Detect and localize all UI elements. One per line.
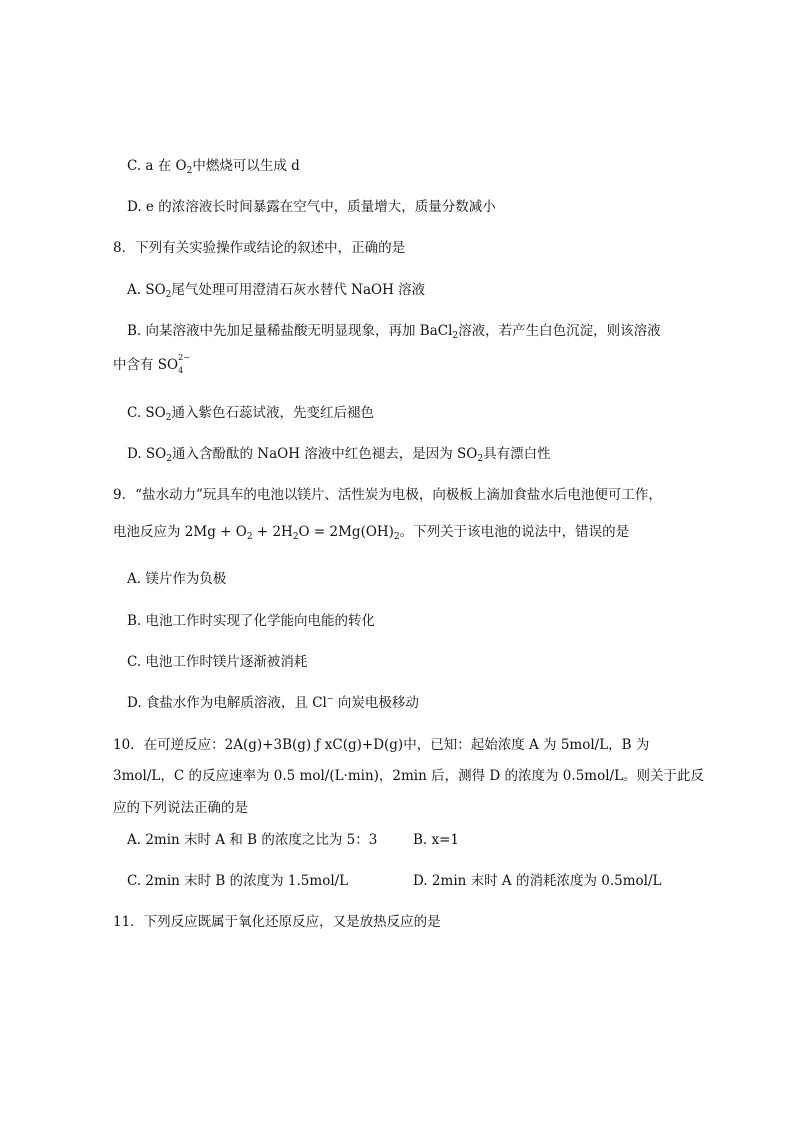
q8-option-c: C. $SO_2$通入紫色石蕊试液，先变红后褪色 [127,405,374,423]
q10-option-b: B. x=1 [413,832,460,848]
q7-option-d: D. e 的浓溶液长时间暴露在空气中，质量增大，质量分数减小 [127,199,496,215]
q9-option-b: B. 电池工作时实现了化学能向电能的转化 [127,613,376,629]
q11-stem: 11．下列反应既属于氧化还原反应，又是放热反应的是 [113,914,441,930]
q7-option-c: C. a 在 $O_2$中燃烧可以生成 d [127,158,300,176]
q10-option-d: D. 2min 末时 A 的消耗浓度为 0.5mol/L [413,873,662,889]
q10-stem-line1: 10．在可逆反应：2A(g)+3B(g) ƒ xC(g)+D(g)中，已知：起始浓度 A 为 5mol/L，B 为 [113,737,650,753]
q8-option-b: B. 向某溶液中先加足量稀盐酸无明显现象，再加 BaCl$_2$溶液，若产生白色沉淀，则该溶液 [127,323,661,341]
q9-stem-line2: 电池反应为 $2Mg + O_2 + 2H_2O = 2Mg(OH)_2$。下列关于该电池的说法中，错误的是 [113,524,630,542]
q9-stem-line1: 9．“盐水动力”玩具车的电池以镁片、活性炭为电极，向极板上滴加食盐水后电池便可工作， [113,487,662,503]
q9-option-c: C. 电池工作时镁片逐渐被消耗 [127,654,308,670]
q10-stem-line2: 3mol/L，C 的反应速率为 0.5 mol/(L·min)，2min 后，测得 D 的浓度为 0.5mol/L。则关于此反 [113,768,705,784]
q8-option-b-continued [113,353,190,375]
q10-stem-line3: 应的下列说法正确的是 [113,800,248,816]
q8-stem: 8．下列有关实验操作或结论的叙述中，正确的是 [113,240,406,256]
sulfate-ion: 中含有 SO 2− 4 [113,353,190,375]
q9-option-d: D. 食盐水作为电解质溶液，且 Cl− 向炭电极移动 [127,694,419,711]
q9-option-a: A. 镁片作为负极 [127,571,227,587]
q8-option-d: D. $SO_2$通入含酚酞的 NaOH 溶液中红色褪去，是因为 $SO_2$具有漂白性 [127,446,551,464]
q8-option-a: A. $SO_2$尾气处理可用澄清石灰水替代 NaOH 溶液 [127,282,426,300]
q10-option-a: A. 2min 末时 A 和 B 的浓度之比为 5：3 [127,832,378,848]
q10-option-c: C. 2min 末时 B 的浓度为 1.5mol/L [127,873,349,889]
